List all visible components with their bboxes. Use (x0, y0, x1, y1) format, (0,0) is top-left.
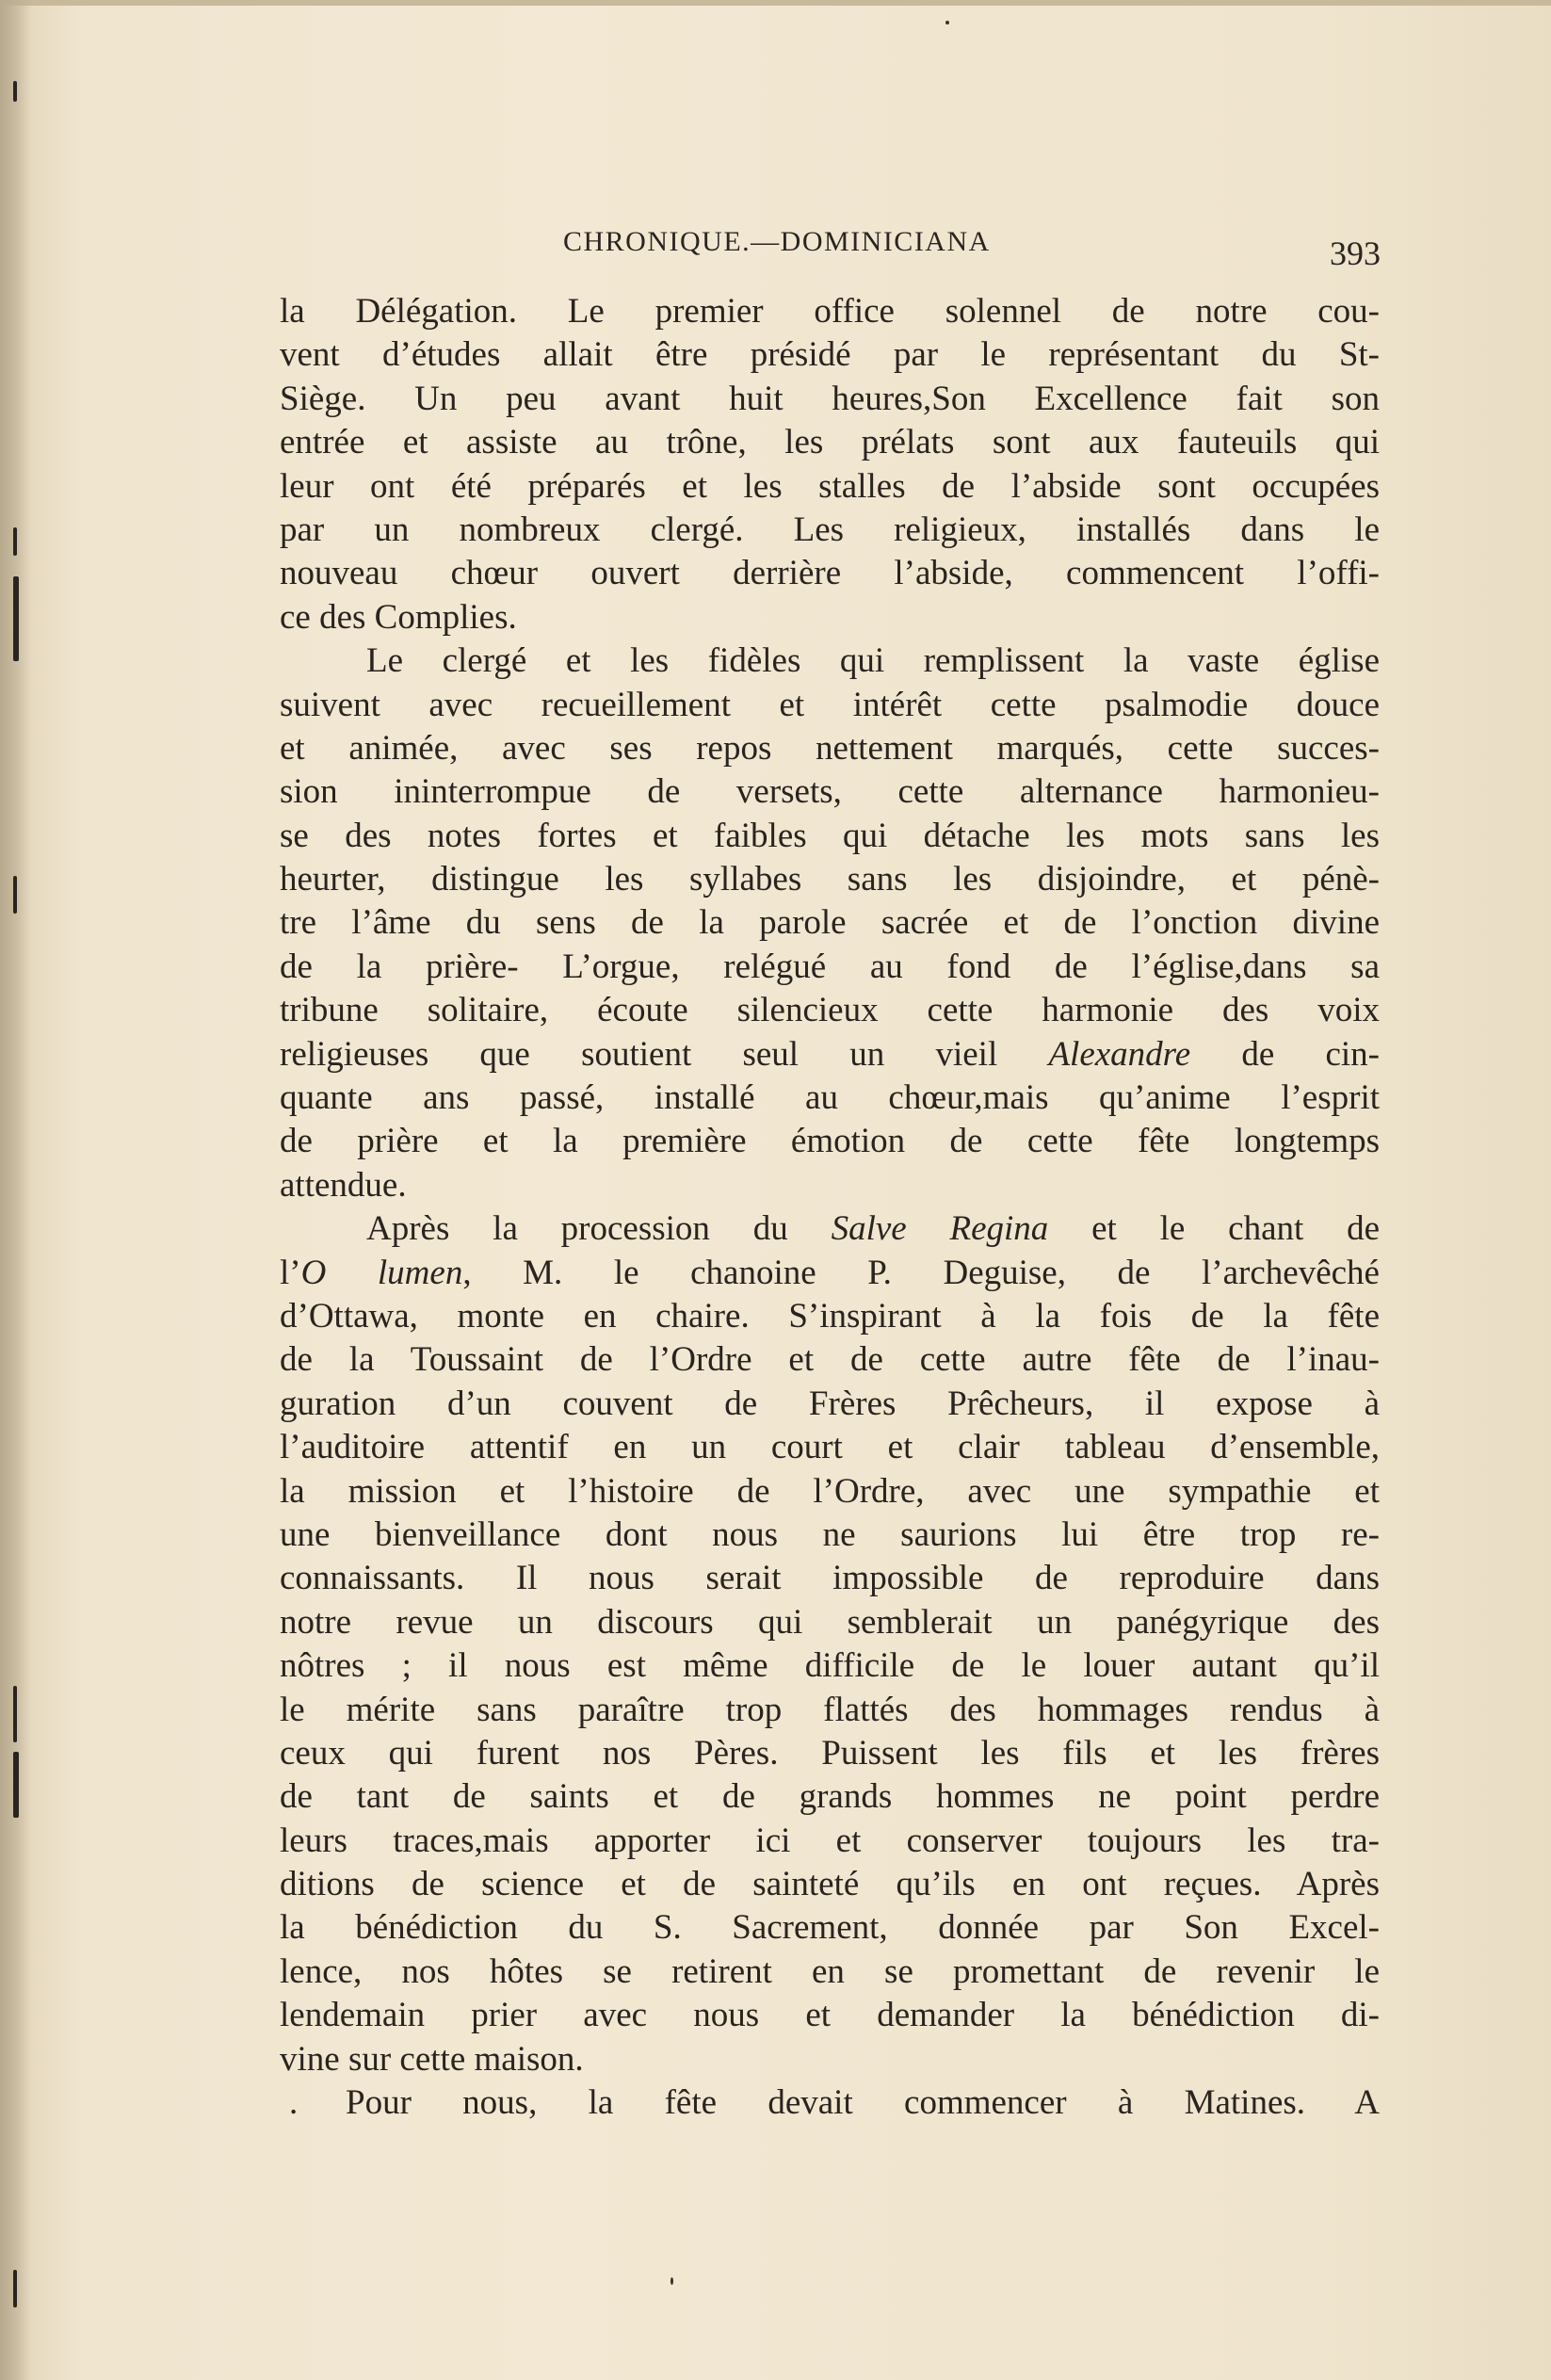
text-line: suivent avec recueillement et intérêt cette psalmodie douce (280, 685, 1380, 724)
text-run: l’ (280, 1253, 301, 1292)
stray-mark: . (289, 2083, 299, 2123)
text-line: attendue. (280, 1165, 407, 1205)
text-line (280, 2081, 1380, 2125)
text-line: tribune solitaire, écoute silencieux cette harmonie des voix (280, 991, 1380, 1030)
margin-ink-mark (13, 2270, 17, 2307)
text-line: connaissants. Il nous serait impossible de reproduire dans (280, 1559, 1380, 1598)
text-line: la bénédiction du S. Sacrement, donnée par Son Excel- (280, 1908, 1380, 1948)
text-line: guration d’un couvent de Frères Prêcheurs, il expose à (280, 1384, 1380, 1423)
text-line: de la prière- L’orgue, relégué au fond de l’église,dans sa (280, 947, 1380, 986)
text-run: religieuses que soutient seul un vieil (280, 1034, 1049, 1074)
text-line: se des notes fortes et faibles qui détache les mots sans les (280, 816, 1380, 855)
text-line: la Délégation. Le premier office solennel de notre cou- (280, 292, 1380, 331)
text-line: tre l’âme du sens de la parole sacrée et de l’onction divine (280, 903, 1380, 943)
text-line: ceux qui furent nos Pères. Puissent les fils et les frères (280, 1733, 1380, 1773)
text-run: de cin- (1190, 1034, 1380, 1074)
text-line: quante ans passé, installé au chœur,mais qu’anime l’esprit (280, 1078, 1380, 1118)
text-line: une bienveillance dont nous ne saurions lui être trop re- (280, 1514, 1380, 1554)
text-line: sion ininterrompue de versets, cette alternance harmonieu- (280, 772, 1380, 812)
binding-shadow (0, 0, 32, 2380)
margin-ink-mark (13, 1752, 19, 1818)
text-line: ditions de science et de sainteté qu’ils en ont reçues. Après (280, 1865, 1380, 1904)
text-line: Siège. Un peu avant huit heures,Son Excellence fait son (280, 379, 1380, 418)
paper-speck (945, 21, 949, 24)
text-line (280, 1252, 1380, 1295)
text-line: Le clergé et les fidèles qui remplissent la vaste église (366, 641, 1380, 681)
text-line: vine sur cette maison. (280, 2039, 584, 2079)
text-run: Après la procession du (366, 1209, 832, 1249)
text-run: , M. le chanoine P. Deguise, de l’archevêché (462, 1253, 1380, 1292)
text-line: vent d’études allait être présidé par le représentant du St- (280, 335, 1380, 375)
text-line: et animée, avec ses repos nettement marqués, cette succes- (280, 728, 1380, 768)
text-line: de la Toussaint de l’Ordre et de cette autre fête de l’inau- (280, 1340, 1380, 1380)
text-run: Pour nous, la fête devait commencer à Matines. A (346, 2083, 1380, 2123)
text-line: par un nombreux clergé. Les religieux, installés dans le (280, 510, 1380, 549)
text-line: nôtres ; il nous est même difficile de le louer autant qu’il (280, 1646, 1380, 1686)
text-line: l’auditoire attentif en un court et clair tableau d’ensemble, (280, 1428, 1380, 1467)
margin-ink-mark (13, 576, 19, 661)
text-line: leurs traces,mais apporter ici et conserver toujours les tra- (280, 1821, 1380, 1860)
italic-name: Alexandre (1048, 1034, 1191, 1074)
text-run: et le chant de (1048, 1209, 1381, 1249)
text-line: leur ont été préparés et les stalles de l’abside sont occupées (280, 466, 1380, 506)
text-line: entrée et assiste au trône, les prélats sont aux fauteuils qui (280, 423, 1380, 462)
text-line: la mission et l’histoire de l’Ordre, avec une sympathie et (280, 1471, 1380, 1511)
italic-title: Salve Regina (831, 1209, 1049, 1249)
text-line: notre revue un discours qui semblerait un panégyrique des (280, 1602, 1380, 1642)
margin-ink-mark (13, 1686, 17, 1742)
margin-ink-mark (13, 876, 17, 914)
page-top-edge (0, 0, 1551, 6)
margin-ink-mark (13, 81, 17, 102)
margin-ink-mark (13, 527, 17, 556)
text-line (280, 1207, 1380, 1251)
text-line (280, 1033, 1380, 1077)
text-line: lence, nos hôtes se retirent en se promettant de revenir le (280, 1951, 1380, 1991)
page-number: 393 (1330, 235, 1381, 272)
text-line: le mérite sans paraître trop flattés des hommages rendus à (280, 1690, 1380, 1729)
text-line: heurter, distingue les syllabes sans les disjoindre, et pénè- (280, 860, 1380, 899)
running-title: CHRONIQUE.—DOMINICIANA (563, 226, 991, 257)
paper-speck (670, 2277, 673, 2285)
text-line: de tant de saints et de grands hommes ne point perdre (280, 1777, 1380, 1817)
text-line: nouveau chœur ouvert derrière l’abside, commencent l’offi- (280, 554, 1380, 593)
body-text (280, 290, 1380, 2125)
text-line: ce des Complies. (280, 597, 517, 637)
italic-title: O lumen (300, 1253, 463, 1292)
text-line: de prière et la première émotion de cette fête longtemps (280, 1122, 1380, 1161)
running-head (283, 224, 1381, 272)
text-line: d’Ottawa, monte en chaire. S’inspirant à la fois de la fête (280, 1296, 1380, 1336)
text-line: lendemain prier avec nous et demander la bénédiction di- (280, 1996, 1380, 2035)
